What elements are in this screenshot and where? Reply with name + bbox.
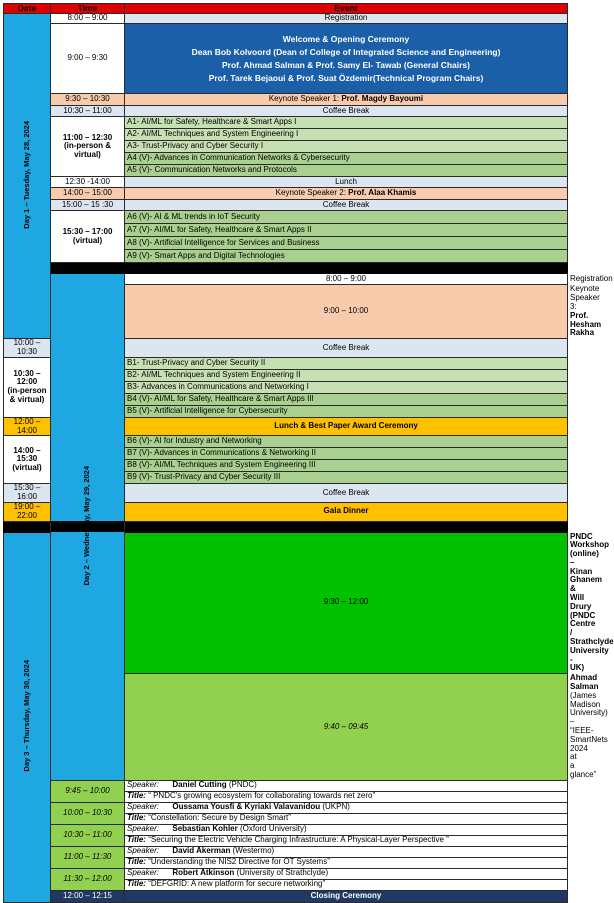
d2-registration-row: Day 2 – Wednesday, May 29, 2024 8:00 – 9:00 Registration: [4, 274, 568, 285]
gala-dinner: Gala Dinner: [125, 502, 568, 521]
time-cell: 9:00 – 9:30: [51, 24, 125, 94]
keynote-2: [125, 188, 568, 200]
session-row: [4, 211, 568, 224]
d1-session2-time: 15:30 – 17:00 (virtual): [51, 211, 125, 263]
d1-opening-row: [4, 24, 568, 94]
header-event: Event: [125, 4, 568, 14]
time-cell: 11:30 – 12:00: [51, 868, 125, 890]
talk-detail: (James Madison University) – “IEEE-SmartNets 2024 at a glance”: [570, 690, 608, 780]
time-cell: 9:45 – 10:00: [51, 780, 125, 802]
time-cell: 10:30 – 11:00: [51, 106, 125, 117]
time-cell: 9:00 – 10:00: [125, 285, 568, 339]
time-cell: 15:30 – 16:00: [4, 484, 51, 503]
time-cell: 10:00 – 10:30: [51, 802, 125, 824]
d1-registration-row: [4, 14, 568, 24]
header-time: Time: [51, 4, 125, 14]
d1-keynote2-row: [4, 188, 568, 200]
talk-speaker: Speaker: Oussama Yousfi & Kyriaki Valavanidou (UKPN): [125, 802, 568, 813]
keynote-speaker: Prof. Alaa Khamis: [348, 188, 417, 198]
time-cell: 12:00 – 12:15: [51, 890, 125, 902]
opening-ceremony: [125, 24, 568, 94]
d2-session2-time: 14:00 – 15:30 (virtual): [4, 436, 51, 484]
keynote-label: Keynote Speaker 2:: [275, 188, 349, 198]
session-b5: B5 (V)- Artificial Intelligence for Cybersecurity: [125, 405, 568, 417]
d2-session1-time: 10:30 – 12:00 (in-person & virtual): [4, 357, 51, 417]
lunch: Lunch: [125, 177, 568, 188]
time-cell: 12:00 – 14:00: [4, 417, 51, 436]
session-b6: B6 (V)- AI for Industry and Networking: [125, 436, 568, 448]
talk-speaker-row: [4, 802, 568, 813]
keynote-1: [125, 94, 568, 106]
talk-speaker-row: [4, 868, 568, 879]
d3-workshop-row: Day 3 – Thursday, May 30, 2024 9:30 – 12:00 PNDC Workshop (online) – Kinan Ghanem & Will Drury (PNDC Centre / Strathclyde University - UK): [4, 532, 568, 674]
talk-title: Title: “Constellation: Secure by Design Smart”: [125, 813, 568, 824]
d1-lunch-row: [4, 177, 568, 188]
day2-label: Day 2 – Wednesday, May 29, 2024: [51, 274, 125, 780]
session-a2: A2- AI/ML Techniques and System Engineering I: [125, 129, 568, 141]
session-row: [4, 117, 568, 129]
session-a6: A6 (V)- AI & ML trends in IoT Security: [125, 211, 568, 224]
time-cell: 9:30 – 10:30: [51, 94, 125, 106]
d3-closing-row: [4, 890, 568, 902]
opening-line: Prof. Ahmad Salman & Prof. Samy El- Tawab (General Chairs): [222, 59, 470, 70]
day-separator: [4, 263, 568, 274]
session-b1: B1- Trust-Privacy and Cyber Security II: [125, 357, 568, 369]
session-a4: A4 (V)- Advances in Communication Networks & Cybersecurity: [125, 153, 568, 165]
talk-title: Title: “DEFGRID: A new platform for secure networking”: [125, 879, 568, 890]
session-a7: A7 (V)- AI/ML for Safety, Healthcare & Smart Apps II: [125, 224, 568, 237]
opening-line: Prof. Tarek Bejaoui & Prof. Suat Özdemir(Technical Program Chairs): [208, 72, 484, 83]
keynote-label: Keynote Speaker 3:: [570, 284, 600, 311]
talk-speaker-row: [4, 846, 568, 857]
coffee-break: Coffee Break: [125, 106, 568, 117]
session-b3: B3- Advances in Communications and Networking I: [125, 381, 568, 393]
time-cell: 9:40 – 09:45: [125, 674, 568, 781]
session-b9: B9 (V)- Trust-Privacy and Cyber Security III: [125, 472, 568, 484]
talk-speaker: Speaker: David Akerman (Westermo): [125, 846, 568, 857]
keynote-speaker: Prof. Hesham Rakha: [570, 310, 602, 338]
talk-speaker: Speaker: Daniel Cutting (PNDC): [125, 780, 568, 791]
keynote-label: Keynote Speaker 1:: [268, 94, 342, 104]
coffee-break: Coffee Break: [125, 339, 568, 358]
session-b8: B8 (V)- AI/ML Techniques and System Engineering III: [125, 460, 568, 472]
schedule-table: [3, 3, 614, 903]
session-a8: A8 (V)- Artificial Intelligence for Services and Business: [125, 237, 568, 250]
session-a3: A3- Trust-Privacy and Cyber Security I: [125, 141, 568, 153]
time-cell: 11:00 – 11:30: [51, 846, 125, 868]
time-cell: 10:00 – 10:30: [4, 339, 51, 358]
header-row: [4, 4, 568, 14]
coffee-break: Coffee Break: [125, 200, 568, 211]
talk-speaker-row: [4, 824, 568, 835]
time-cell: 10:30 – 11:00: [51, 824, 125, 846]
time-cell: 15:00 – 15 :30: [51, 200, 125, 211]
time-cell: 8:00 – 9:00: [51, 14, 125, 24]
day3-label: Day 3 – Thursday, May 30, 2024: [4, 532, 51, 902]
time-cell: 19:00 – 22:00: [4, 502, 51, 521]
talk-speaker-row: [4, 780, 568, 791]
session-a5: A5 (V)- Communication Networks and Protocols: [125, 165, 568, 177]
talk-title: Title: “Understanding the NIS2 Directive for OT Systems”: [125, 857, 568, 868]
time-cell: 12:30 -14:00: [51, 177, 125, 188]
lunch-award: Lunch & Best Paper Award Ceremony: [125, 417, 568, 436]
talk-speaker: Speaker: Robert Atkinson (University of Strathclyde): [125, 868, 568, 879]
session-a1: A1- AI/ML for Safety, Healthcare & Smart Apps I: [125, 117, 568, 129]
talk-title: Title: “ PNDC's growing ecosystem for collaborating towards net zero”: [125, 791, 568, 802]
time-cell: 9:30 – 12:00: [125, 532, 568, 674]
time-cell: 8:00 – 9:00: [125, 274, 568, 285]
d1-keynote1-row: [4, 94, 568, 106]
day1-label: Day 1 – Tuesday, May 28, 2024: [4, 14, 51, 339]
schedule: [3, 3, 614, 903]
opening-title: Welcome & Opening Ceremony: [282, 34, 410, 45]
speaker-name: Ahmad Salman: [570, 673, 599, 692]
session-b7: B7 (V)- Advances in Communications & Networking II: [125, 448, 568, 460]
talk-speaker: Speaker: Sebastian Kohler (Oxford University): [125, 824, 568, 835]
d1-coffee1-row: [4, 106, 568, 117]
coffee-break: Coffee Break: [125, 484, 568, 503]
time-cell: 14:00 – 15:00: [51, 188, 125, 200]
talk-title: Title: “Securing the Electric Vehicle Charging Infrastructure: A Physical-Layer Perspective ”: [125, 835, 568, 846]
closing-ceremony: Closing Ceremony: [125, 890, 568, 902]
d1-session1-time: 11:00 – 12:30 (in-person & virtual): [51, 117, 125, 177]
keynote-speaker: Prof. Magdy Bayoumi: [341, 94, 424, 104]
session-a9: A9 (V)- Smart Apps and Digital Technologies: [125, 250, 568, 263]
session-b4: B4 (V)- AI/ML for Safety, Healthcare & Smart Apps III: [125, 393, 568, 405]
header-date: Date: [4, 4, 51, 14]
session-b2: B2- AI/ML Techniques and System Engineering II: [125, 369, 568, 381]
registration: Registration: [125, 14, 568, 24]
opening-line: Dean Bob Kolvoord (Dean of College of Integrated Science and Engineering): [191, 47, 501, 58]
d1-coffee2-row: [4, 200, 568, 211]
